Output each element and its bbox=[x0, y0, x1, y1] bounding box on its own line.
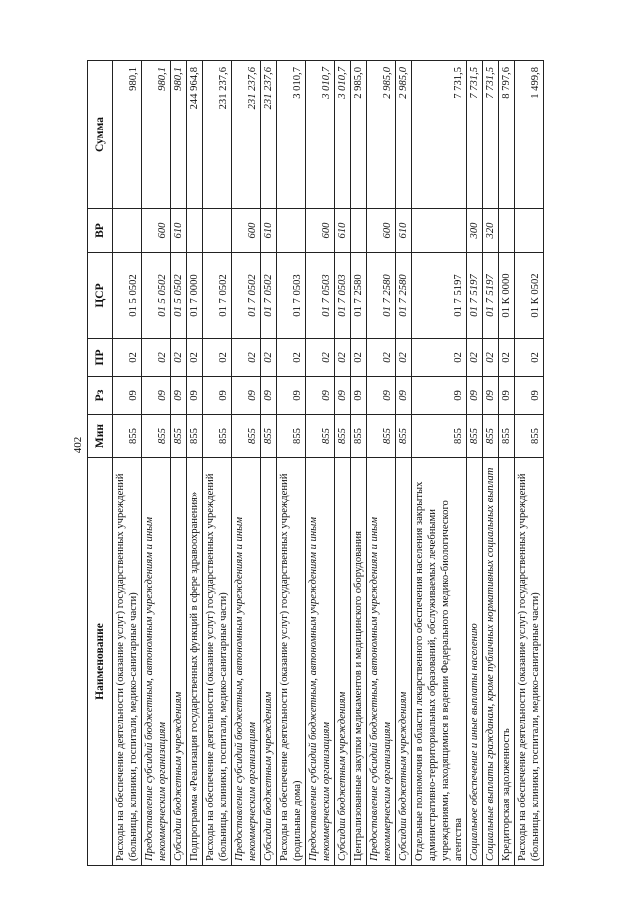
cell-pr: 02 bbox=[467, 339, 483, 377]
cell-csr: 01 7 5197 bbox=[412, 253, 467, 339]
cell-name: Отдельные полномочия в области лекарственного обеспечения населения закрытых административно-территориальных образований, обслуживаемых лечебными учреждениями, находящимися в ведении Федерального медико-биологического агентства bbox=[412, 458, 467, 866]
cell-sum: 7 731,5 bbox=[467, 61, 483, 209]
cell-rz: 09 bbox=[483, 377, 499, 415]
table-row bbox=[499, 61, 515, 866]
cell-csr: 01 7 0503 bbox=[335, 253, 351, 339]
cell-rz: 09 bbox=[232, 377, 261, 415]
cell-name: Расходы на обеспечение деятельности (оказание услуг) государственных учреждений (больницы, клиники, госпитали, медико-санитарные части) bbox=[113, 458, 142, 866]
cell-csr: 01 7 0502 bbox=[232, 253, 261, 339]
cell-pr: 02 bbox=[142, 339, 171, 377]
cell-sum: 231 237,6 bbox=[232, 61, 261, 209]
cell-vr bbox=[412, 209, 467, 253]
cell-name: Предоставление субсидий бюджетным, автономным учреждениям и иным некоммерческим организациям bbox=[142, 458, 171, 866]
cell-vr: 300 bbox=[467, 209, 483, 253]
budget-table bbox=[87, 60, 544, 866]
cell-rz: 09 bbox=[351, 377, 367, 415]
cell-min: 855 bbox=[515, 415, 544, 458]
table-row bbox=[367, 61, 396, 866]
cell-pr: 02 bbox=[396, 339, 412, 377]
cell-pr: 02 bbox=[232, 339, 261, 377]
cell-sum: 231 237,6 bbox=[261, 61, 277, 209]
cell-vr bbox=[515, 209, 544, 253]
cell-rz: 09 bbox=[203, 377, 232, 415]
cell-sum: 7 731,5 bbox=[412, 61, 467, 209]
cell-pr: 02 bbox=[499, 339, 515, 377]
cell-vr: 610 bbox=[335, 209, 351, 253]
cell-vr bbox=[351, 209, 367, 253]
cell-rz: 09 bbox=[113, 377, 142, 415]
cell-sum: 244 964,8 bbox=[187, 61, 203, 209]
cell-min: 855 bbox=[367, 415, 396, 458]
cell-rz: 09 bbox=[171, 377, 187, 415]
cell-pr: 02 bbox=[203, 339, 232, 377]
cell-csr: 01 К 0000 bbox=[499, 253, 515, 339]
page-number: 402 bbox=[72, 436, 84, 454]
cell-rz: 09 bbox=[396, 377, 412, 415]
cell-sum: 231 237,6 bbox=[203, 61, 232, 209]
cell-csr: 01 7 0502 bbox=[261, 253, 277, 339]
table-row bbox=[171, 61, 187, 866]
cell-pr: 02 bbox=[187, 339, 203, 377]
cell-csr: 01 5 0502 bbox=[171, 253, 187, 339]
table-row bbox=[396, 61, 412, 866]
cell-min: 855 bbox=[396, 415, 412, 458]
header-name: Наименование bbox=[88, 458, 113, 866]
table-header-row bbox=[88, 61, 113, 866]
cell-rz: 09 bbox=[499, 377, 515, 415]
cell-vr bbox=[187, 209, 203, 253]
cell-sum: 2 985,0 bbox=[367, 61, 396, 209]
cell-name: Предоставление субсидий бюджетным, автономным учреждениям и иным некоммерческим организациям bbox=[232, 458, 261, 866]
header-pr: ПР bbox=[88, 339, 113, 377]
cell-rz: 09 bbox=[261, 377, 277, 415]
cell-csr: 01 7 2580 bbox=[351, 253, 367, 339]
cell-rz: 09 bbox=[335, 377, 351, 415]
cell-min: 855 bbox=[261, 415, 277, 458]
cell-sum: 980,1 bbox=[113, 61, 142, 209]
cell-name: Расходы на обеспечение деятельности (оказание услуг) государственных учреждений (родильные дома) bbox=[277, 458, 306, 866]
cell-vr: 610 bbox=[396, 209, 412, 253]
cell-vr: 600 bbox=[306, 209, 335, 253]
cell-rz: 09 bbox=[367, 377, 396, 415]
cell-sum: 2 985,0 bbox=[396, 61, 412, 209]
cell-name: Централизованные закупки медикаментов и медицинского оборудования bbox=[351, 458, 367, 866]
cell-name: Социальное обеспечение и иные выплаты населению bbox=[467, 458, 483, 866]
cell-name: Субсидии бюджетным учреждениям bbox=[396, 458, 412, 866]
cell-pr: 02 bbox=[412, 339, 467, 377]
cell-name: Расходы на обеспечение деятельности (оказание услуг) государственных учреждений (больницы, клиники, госпитали, медико-санитарные части) bbox=[203, 458, 232, 866]
cell-vr bbox=[113, 209, 142, 253]
cell-min: 855 bbox=[499, 415, 515, 458]
table-row bbox=[515, 61, 544, 866]
table-row bbox=[483, 61, 499, 866]
cell-rz: 09 bbox=[467, 377, 483, 415]
cell-csr: 01 7 5197 bbox=[483, 253, 499, 339]
cell-name: Субсидии бюджетным учреждениям bbox=[171, 458, 187, 866]
cell-min: 855 bbox=[113, 415, 142, 458]
table-row bbox=[113, 61, 142, 866]
cell-pr: 02 bbox=[367, 339, 396, 377]
cell-min: 855 bbox=[232, 415, 261, 458]
cell-min: 855 bbox=[412, 415, 467, 458]
cell-sum: 1 499,8 bbox=[515, 61, 544, 209]
table-row bbox=[351, 61, 367, 866]
rotated-page-content bbox=[87, 61, 549, 866]
cell-pr: 02 bbox=[306, 339, 335, 377]
header-min: Мин bbox=[88, 415, 113, 458]
cell-min: 855 bbox=[335, 415, 351, 458]
cell-min: 855 bbox=[483, 415, 499, 458]
cell-sum: 8 797,6 bbox=[499, 61, 515, 209]
cell-sum: 980,1 bbox=[142, 61, 171, 209]
cell-csr: 01 7 0503 bbox=[277, 253, 306, 339]
cell-vr: 610 bbox=[261, 209, 277, 253]
cell-sum: 3 010,7 bbox=[277, 61, 306, 209]
cell-pr: 02 bbox=[171, 339, 187, 377]
cell-pr: 02 bbox=[351, 339, 367, 377]
cell-min: 855 bbox=[142, 415, 171, 458]
cell-vr: 600 bbox=[142, 209, 171, 253]
header-rz: Рз bbox=[88, 377, 113, 415]
cell-csr: 01 7 2580 bbox=[396, 253, 412, 339]
cell-sum: 3 010,7 bbox=[306, 61, 335, 209]
cell-pr: 02 bbox=[335, 339, 351, 377]
table-row bbox=[277, 61, 306, 866]
cell-name: Кредиторская задолженность bbox=[499, 458, 515, 866]
cell-rz: 09 bbox=[412, 377, 467, 415]
cell-min: 855 bbox=[277, 415, 306, 458]
cell-vr bbox=[499, 209, 515, 253]
cell-pr: 02 bbox=[113, 339, 142, 377]
cell-rz: 09 bbox=[142, 377, 171, 415]
table-row bbox=[261, 61, 277, 866]
cell-vr bbox=[203, 209, 232, 253]
cell-pr: 02 bbox=[483, 339, 499, 377]
cell-pr: 02 bbox=[277, 339, 306, 377]
header-vr: ВР bbox=[88, 209, 113, 253]
table-row bbox=[306, 61, 335, 866]
header-sum: Сумма bbox=[88, 61, 113, 209]
cell-vr: 320 bbox=[483, 209, 499, 253]
cell-sum: 3 010,7 bbox=[335, 61, 351, 209]
header-csr: ЦСР bbox=[88, 253, 113, 339]
table-row bbox=[412, 61, 467, 866]
cell-rz: 09 bbox=[277, 377, 306, 415]
cell-rz: 09 bbox=[306, 377, 335, 415]
cell-min: 855 bbox=[203, 415, 232, 458]
cell-sum: 980,1 bbox=[171, 61, 187, 209]
cell-min: 855 bbox=[306, 415, 335, 458]
cell-name: Подпрограмма «Реализация государственных функций в сфере здравоохранения» bbox=[187, 458, 203, 866]
cell-csr: 01 5 0502 bbox=[142, 253, 171, 339]
table-row bbox=[187, 61, 203, 866]
cell-name: Предоставление субсидий бюджетным, автономным учреждениям и иным некоммерческим организациям bbox=[367, 458, 396, 866]
cell-min: 855 bbox=[187, 415, 203, 458]
cell-csr: 01 К 0502 bbox=[515, 253, 544, 339]
table-row bbox=[142, 61, 171, 866]
cell-min: 855 bbox=[467, 415, 483, 458]
cell-rz: 09 bbox=[187, 377, 203, 415]
cell-csr: 01 7 5197 bbox=[467, 253, 483, 339]
cell-csr: 01 7 2580 bbox=[367, 253, 396, 339]
cell-name: Субсидии бюджетным учреждениям bbox=[335, 458, 351, 866]
cell-sum: 2 985,0 bbox=[351, 61, 367, 209]
cell-csr: 01 5 0502 bbox=[113, 253, 142, 339]
table-row bbox=[467, 61, 483, 866]
table-row bbox=[232, 61, 261, 866]
cell-sum: 7 731,5 bbox=[483, 61, 499, 209]
cell-csr: 01 7 0000 bbox=[187, 253, 203, 339]
cell-name: Субсидии бюджетным учреждениям bbox=[261, 458, 277, 866]
cell-csr: 01 7 0503 bbox=[306, 253, 335, 339]
cell-csr: 01 7 0502 bbox=[203, 253, 232, 339]
cell-vr bbox=[277, 209, 306, 253]
cell-min: 855 bbox=[351, 415, 367, 458]
cell-pr: 02 bbox=[261, 339, 277, 377]
cell-name: Расходы на обеспечение деятельности (оказание услуг) государственных учреждений (больницы, клиники, госпитали, медико-санитарные части) bbox=[515, 458, 544, 866]
cell-rz: 09 bbox=[515, 377, 544, 415]
cell-vr: 600 bbox=[232, 209, 261, 253]
cell-min: 855 bbox=[171, 415, 187, 458]
cell-pr: 02 bbox=[515, 339, 544, 377]
cell-vr: 600 bbox=[367, 209, 396, 253]
cell-name: Предоставление субсидий бюджетным, автономным учреждениям и иным некоммерческим организациям bbox=[306, 458, 335, 866]
table-row bbox=[203, 61, 232, 866]
cell-vr: 610 bbox=[171, 209, 187, 253]
table-row bbox=[335, 61, 351, 866]
cell-name: Социальные выплаты гражданам, кроме публичных нормативных социальных выплат bbox=[483, 458, 499, 866]
